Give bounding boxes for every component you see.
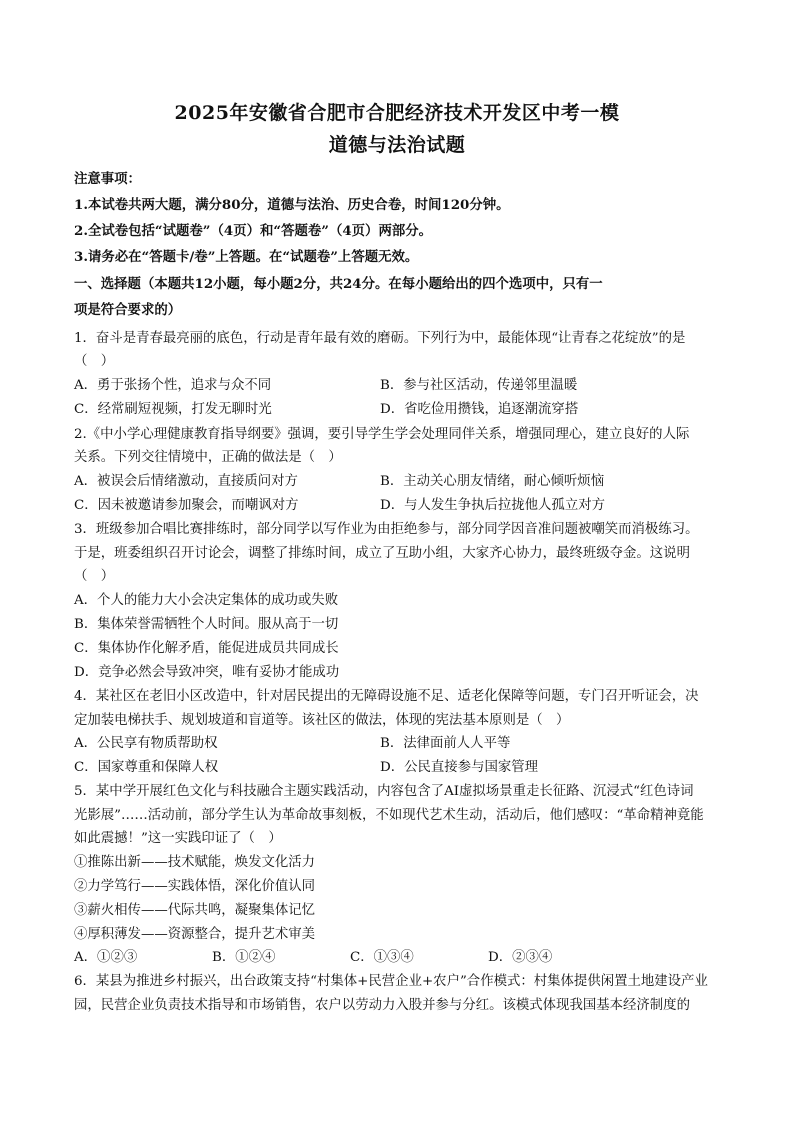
q5-option-d: D．②③④: [488, 950, 553, 965]
q3-option-b: B．集体荣誉需牺牲个人时间。服从高于一切: [74, 617, 339, 632]
notice-item-3: 3.请务必在“答题卡/卷”上答题。在“试题卷”上答题无效。: [74, 249, 419, 265]
notice-item-2: 2.全试卷包括“试题卷”（4页）和“答题卷”（4页）两部分。: [74, 223, 433, 239]
q4-option-b: B．法律面前人人平等: [380, 736, 511, 751]
q5-option-c: C．①③④: [350, 950, 414, 965]
section-heading-line1: 一、选择题（本题共12小题，每小题2分，共24分。在每小题给出的四个选项中，只有一: [74, 276, 603, 292]
q2-option-b: B．主动关心朋友情绪，耐心倾听烦恼: [380, 474, 605, 489]
q1-option-c: C．经常刷短视频，打发无聊时光: [74, 402, 272, 417]
q4-option-d: D．公民直接参与国家管理: [380, 760, 539, 775]
q3-stem-line3: （ ）: [74, 569, 115, 584]
q5-stem-line3: 如此震撼！”这一实践印证了（ ）: [74, 831, 282, 846]
q2-option-d: D．与人发生争执后拉拢他人孤立对方: [380, 498, 605, 513]
q2-option-c: C．因未被邀请参加聚会，而嘲讽对方: [74, 498, 299, 513]
exam-title: 2025年安徽省合肥市合肥经济技术开发区中考一模: [174, 102, 620, 124]
q4-option-c: C．国家尊重和保障人权: [74, 760, 219, 775]
q6-stem-line1: 6．某县为推进乡村振兴，出台政策支持“村集体+民营企业+农户”合作模式：村集体提供闲置土地建设产业: [74, 974, 708, 989]
q2-stem-line2: 关系。下列交往情境中，正确的做法是（ ）: [74, 450, 342, 465]
q5-statement-1: ①推陈出新——技术赋能，焕发文化活力: [74, 855, 316, 870]
q1-stem-line2: （ ）: [74, 354, 115, 369]
q1-stem-line1: 1．奋斗是青春最亮丽的底色，行动是青年最有效的磨砺。下列行为中，最能体现“让青春之花绽放”的是: [74, 331, 686, 346]
q5-option-a: A．①②③: [74, 950, 138, 965]
q3-option-d: D．竞争必然会导致冲突，唯有妥协才能成功: [74, 665, 340, 680]
q3-stem-line2: 于是，班委组织召开讨论会，调整了排练时间，成立了互助小组，大家齐心协力，最终班级夺金。这说明: [74, 546, 690, 561]
notice-heading: 注意事项：: [74, 171, 141, 187]
q3-option-c: C．集体协作化解矛盾，能促进成员共同成长: [74, 641, 339, 656]
q5-statement-4: ④厚积薄发——资源整合，提升艺术审美: [74, 927, 316, 942]
q4-stem-line2: 定加装电梯扶手、规划坡道和盲道等。该社区的做法，体现的宪法基本原则是（ ）: [74, 713, 570, 728]
q1-option-a: A．勇于张扬个性，追求与众不同: [74, 378, 272, 393]
q5-statement-2: ②力学笃行——实践体悟，深化价值认同: [74, 879, 316, 894]
exam-subtitle: 道德与法治试题: [328, 134, 466, 156]
q1-option-b: B．参与社区活动，传递邻里温暖: [380, 378, 578, 393]
q2-stem-line1: 2.《中小学心理健康教育指导纲要》强调，要引导学生学会处理同伴关系，增强同理心，建立良好的人际: [74, 427, 690, 442]
q6-stem-line2: 园，民营企业负责技术指导和市场销售，农户以劳动力入股并参与分红。该模式体现我国基本经济制度的: [74, 998, 690, 1013]
q5-stem-line2: 光影展”……活动前，部分学生认为革命故事刻板，不如现代艺术生动，活动后，他们感叹：“革命精神竟能: [74, 808, 704, 823]
q1-option-d: D．省吃俭用攒钱，追逐潮流穿搭: [380, 402, 579, 417]
q5-option-b: B．①②④: [212, 950, 276, 965]
q4-stem-line1: 4．某社区在老旧小区改造中，针对居民提出的无障碍设施不足、适老化保障等问题，专门召开听证会，决: [74, 689, 699, 704]
q3-stem-line1: 3．班级参加合唱比赛排练时，部分同学以写作业为由拒绝参与，部分同学因音准问题被嘲笑而消极练习。: [74, 522, 699, 537]
q2-option-a: A．被误会后情绪激动，直接质问对方: [74, 474, 298, 489]
notice-item-1: 1.本试卷共两大题，满分80分，道德与法治、历史合卷，时间120分钟。: [74, 197, 510, 213]
q5-stem-line1: 5．某中学开展红色文化与科技融合主题实践活动，内容包含了AI虚拟场景重走长征路、沉浸式“红色诗词: [74, 784, 694, 799]
q3-option-a: A．个人的能力大小会决定集体的成功或失败: [74, 593, 339, 608]
section-heading-line2: 项是符合要求的）: [74, 302, 182, 318]
q5-statement-3: ③薪火相传——代际共鸣，凝聚集体记忆: [74, 903, 316, 918]
q4-option-a: A．公民享有物质帮助权: [74, 736, 218, 751]
